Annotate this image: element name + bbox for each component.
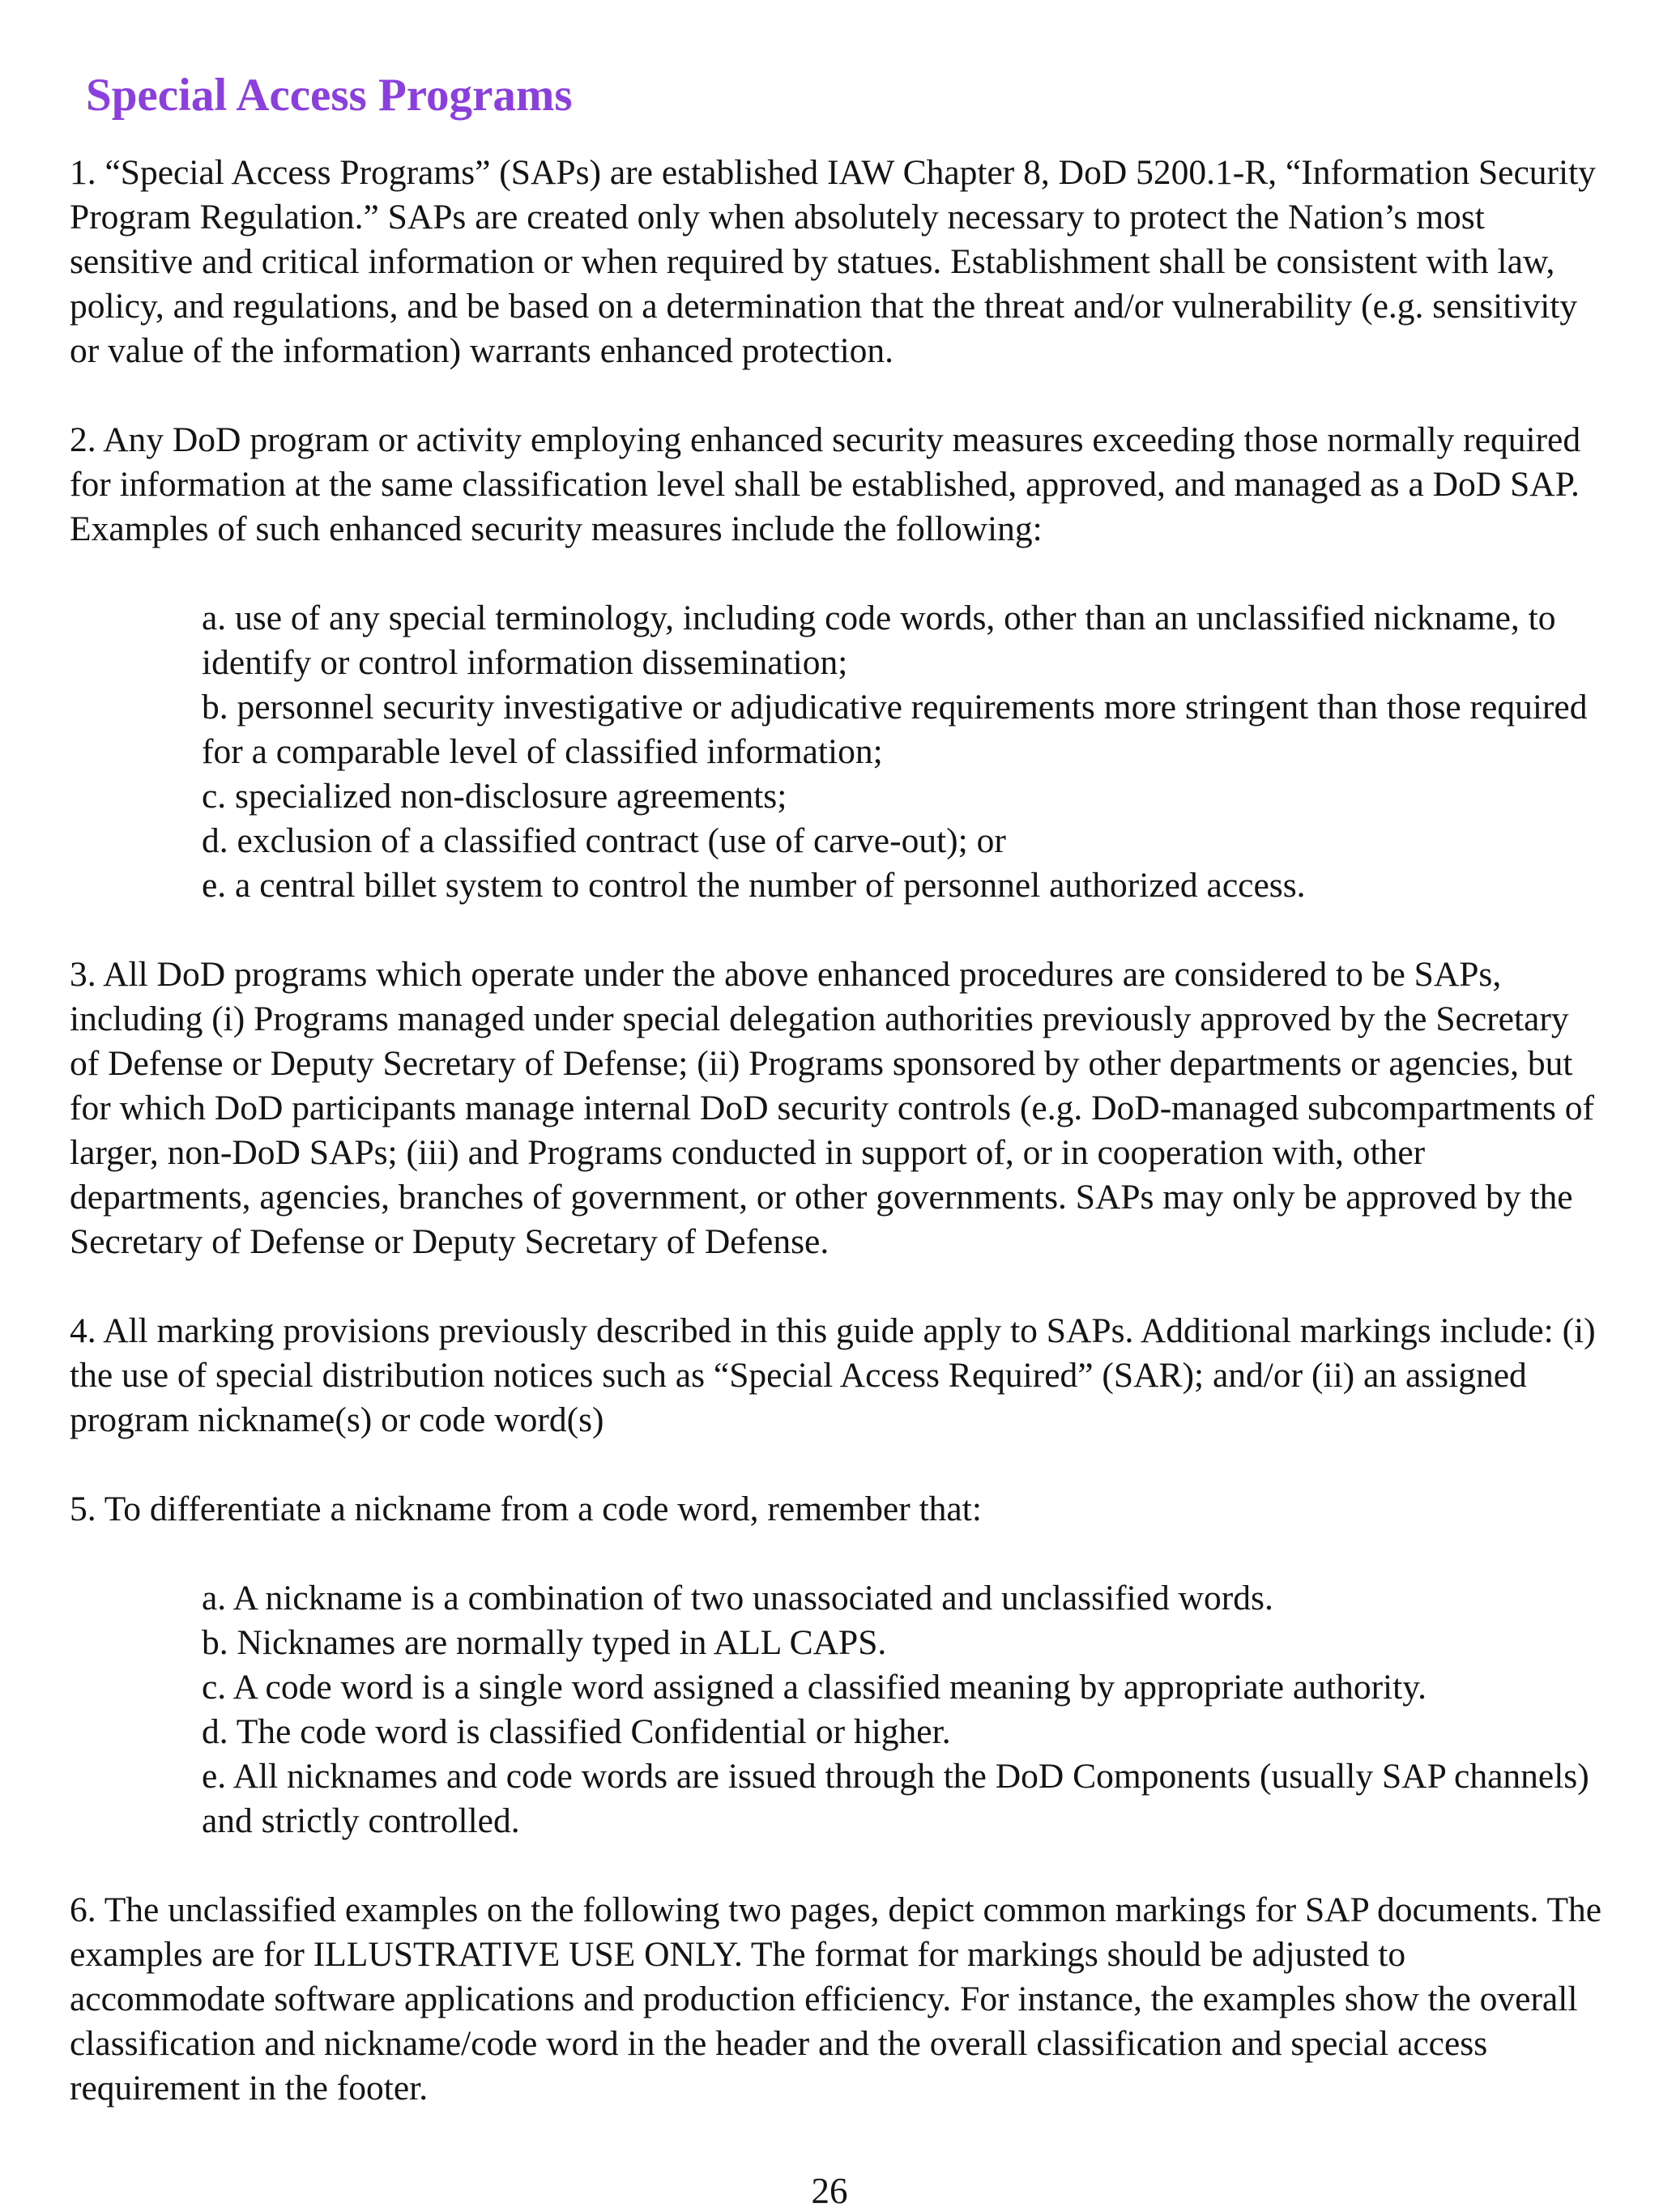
paragraph-2: 2. Any DoD program or activity employing enhanced security measures exceeding those normally required for information at the same classification level shall be established, approved, and managed as a DoD SAP. Examples of such enhanced security measures include the following:: [70, 420, 1581, 548]
list-item: c. specialized non-disclosure agreements;: [202, 777, 787, 816]
list-item: c. A code word is a single word assigned a classified meaning by appropriate authority.: [202, 1668, 1427, 1707]
list-item: b. Nicknames are normally typed in ALL CAPS.: [202, 1623, 887, 1662]
paragraph-5: 5. To differentiate a nickname from a code word, remember that:: [70, 1490, 982, 1528]
document-body: [70, 151, 1602, 2111]
list-item: d. The code word is classified Confidential or higher.: [202, 1712, 951, 1751]
nickname-codeword-list: [202, 1576, 1602, 1843]
paragraph-4: 4. All marking provisions previously described in this guide apply to SAPs. Additional markings include: (i) the use of special distribution notices such as “Special Access Required” (SAR); and/or (ii) an assigned program nickname(s) or code word(s): [70, 1311, 1596, 1439]
paragraph-6: 6. The unclassified examples on the following two pages, depict common markings for SAP documents. The examples are for ILLUSTRATIVE USE ONLY. The format for markings should be adjusted to accommodate software applications and production efficiency. For instance, the examples show the overall classification and nickname/code word in the header and the overall classification and special access requirement in the footer.: [70, 1890, 1602, 2108]
list-item: a. A nickname is a combination of two unassociated and unclassified words.: [202, 1579, 1273, 1617]
list-item: d. exclusion of a classified contract (use of carve-out); or: [202, 821, 1006, 860]
list-item: e. a central billet system to control the number of personnel authorized access.: [202, 866, 1306, 905]
paragraph-1: 1. “Special Access Programs” (SAPs) are established IAW Chapter 8, DoD 5200.1-R, “Information Security Program Regulation.” SAPs are created only when absolutely necessary to protect the Nation’s most sensitive and critical information or when required by statues. Establishment shall be consistent with law, policy, and regulations, and be based on a determination that the threat and/or vulnerability (e.g. sensitivity or value of the information) warrants enhanced protection.: [70, 153, 1596, 370]
paragraph-3: 3. All DoD programs which operate under the above enhanced procedures are considered to be SAPs, including (i) Programs managed under special delegation authorities previously approved by the Secretary of Defense or Deputy Secretary of Defense; (ii) Programs sponsored by other departments or agencies, but for which DoD participants manage internal DoD security controls (e.g. DoD-managed subcompartments of larger, non-DoD SAPs; (iii) and Programs conducted in support of, or in cooperation with, other departments, agencies, branches of government, or other governments. SAPs may only be approved by the Secretary of Defense or Deputy Secretary of Defense.: [70, 955, 1595, 1261]
enhanced-measures-list: [202, 596, 1602, 908]
list-item: b. personnel security investigative or adjudicative requirements more stringent than those required for a comparable level of classified information;: [202, 688, 1588, 771]
list-item: e. All nicknames and code words are issued through the DoD Components (usually SAP channels) and strictly controlled.: [202, 1757, 1589, 1840]
list-item: a. use of any special terminology, including code words, other than an unclassified nickname, to identify or control information dissemination;: [202, 599, 1556, 682]
page-number: 26: [811, 2171, 848, 2211]
page-title: Special Access Programs: [86, 70, 573, 121]
